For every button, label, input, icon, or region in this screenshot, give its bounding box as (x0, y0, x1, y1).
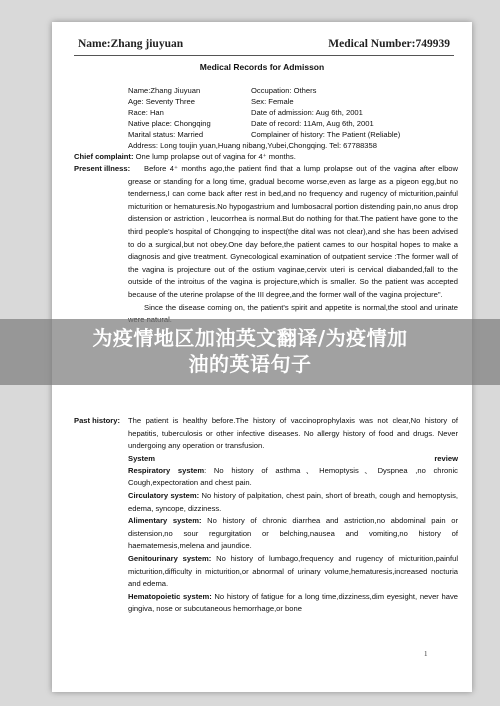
system-review-left: System (128, 453, 156, 463)
info-row (128, 118, 458, 129)
header-rule (74, 55, 454, 56)
chief-complaint-label: Chief complaint: (74, 152, 134, 161)
present-illness-label-text: Present illness: (74, 164, 131, 173)
system-label: Hematopoietic system: (128, 591, 212, 601)
system-review-item (128, 591, 458, 616)
system-text: No history of palpitation, chest pain, short of breath, cough and hemoptysis, edema, syncope, dizziness. (128, 490, 458, 513)
medical-number-header: Medical Number:749939 (328, 38, 450, 50)
system-review-heading (128, 453, 458, 465)
info-right: Date of admission: Aug 6th, 2001 (251, 108, 363, 117)
system-review-item (128, 515, 458, 553)
address-line: Address: Long toujin yuan,Huang nibang,Yubei,Chongqing. Tel: 67788358 (128, 141, 377, 150)
info-left: Age: Seventy Three (128, 97, 195, 106)
page-number: 1 (424, 650, 428, 658)
info-left: Name:Zhang Jiuyuan (128, 86, 201, 95)
past-history-label-text: Past history: (74, 416, 120, 425)
present-illness-label (74, 163, 130, 174)
system-label: Genitourinary system: (128, 553, 212, 563)
system-review-item (128, 490, 458, 515)
info-right: Occupation: Others (251, 86, 317, 95)
system-review-right: review (434, 453, 458, 463)
system-text: : No history of asthma、Hemoptysis、Dyspnea ,no chronic Cough,expectoration and chest pain. (128, 465, 458, 488)
chief-complaint (74, 151, 296, 162)
overlay-title-line: 为疫情地区加油英文翻译/为疫情加 (92, 326, 408, 350)
system-text: No history of lumbago,frequency and rugency of micturition,painful micturition,difficulty in micturition,or abnormal of urinary volume,hematuresis,increased nocturia and edema. (128, 553, 459, 589)
info-right: Complainer of history: The Patient (Reliable) (251, 130, 401, 139)
past-history-text (128, 415, 458, 616)
info-row (128, 140, 458, 151)
overlay-title-line: 油的英语句子 (188, 352, 312, 376)
document-title: Medical Records for Admisson (199, 62, 325, 72)
overlay-banner (0, 319, 500, 385)
info-row (128, 129, 458, 140)
present-illness-paragraph: Before 4⁺ months ago,the patient find that a lump prolapse out of the vagina after elbow grease or standing for a long time, gradual become worse,even as large as a pigeon egg,but no tenderness,I can come back after rest in bed,and no frequency and rugency of micturition,painful micturition or hematuresis.No hypogastrium and lumbosacral portion distending pain,no anus drop distension or astriction , leucorrhea is normal.But do nothing for that.The patient have gone to the third people's hospital of Chongqing to inspect(the dital was not clear),and she has been advised to do a surgical,but not obey.One day before,the patient cames to our hospital hopes to make a diagnosis and give treatment. Gynecological examination of outpatient service :The former wall of the vagina is projecture out of the ostium vaginae,cervix uteri is cervical diabanded,fall to the outside of the introitus of the vagina is projecture,which is smaller. So the patient was accepted because of the uterine prolapse of the III degree,and the former wall of the vagina projecture". (128, 164, 458, 299)
info-left: Race: Han (128, 108, 164, 117)
present-illness-text (128, 163, 458, 327)
past-history-label (74, 415, 120, 426)
system-label: Alimentary system: (128, 516, 202, 526)
info-right: Date of record: 11Am, Aug 6th, 2001 (251, 119, 374, 128)
info-row (128, 85, 458, 96)
info-left: Marital status: Married (128, 130, 204, 139)
info-right: Sex: Female (251, 97, 294, 106)
system-label: Circulatory system: (128, 490, 200, 500)
past-history-paragraph: The patient is healthy before.The history of vaccinoprophylaxis was not clear,No history of hepatitis, tuberculosis or other infective diseases. No allergy history of food and drugs. Never undergoing any operation or transfusion. (128, 416, 458, 451)
system-label: Respiratory system (128, 465, 205, 475)
patient-info-block (128, 85, 458, 151)
system-review-item (128, 553, 458, 591)
info-left: Native place: Chongqing (128, 119, 211, 128)
system-text: No history of fatigue for a long time,dizziness,dim eyesight, never have gingiva, nose or subcutaneous hemorrhage,or bone (128, 591, 458, 614)
patient-name-header: Name:Zhang jiuyuan (78, 38, 184, 50)
present-illness-paragraph: Since the disease coming on, the patient's spirit and appetite is normal,the stool and urinate (144, 302, 458, 312)
system-review-item (128, 465, 458, 490)
overlay-title (0, 325, 500, 377)
chief-complaint-text: One lump prolapse out of vagina for 4⁺ months. (133, 152, 296, 161)
info-row (128, 96, 458, 107)
info-row (128, 107, 458, 118)
system-text: No history of chronic diarrhea and astriction,no abdominal pain or distension,no sour regurgitation or belching,nausea and vomiting,no history of haematemesis,melena and jaundice. (128, 516, 458, 551)
